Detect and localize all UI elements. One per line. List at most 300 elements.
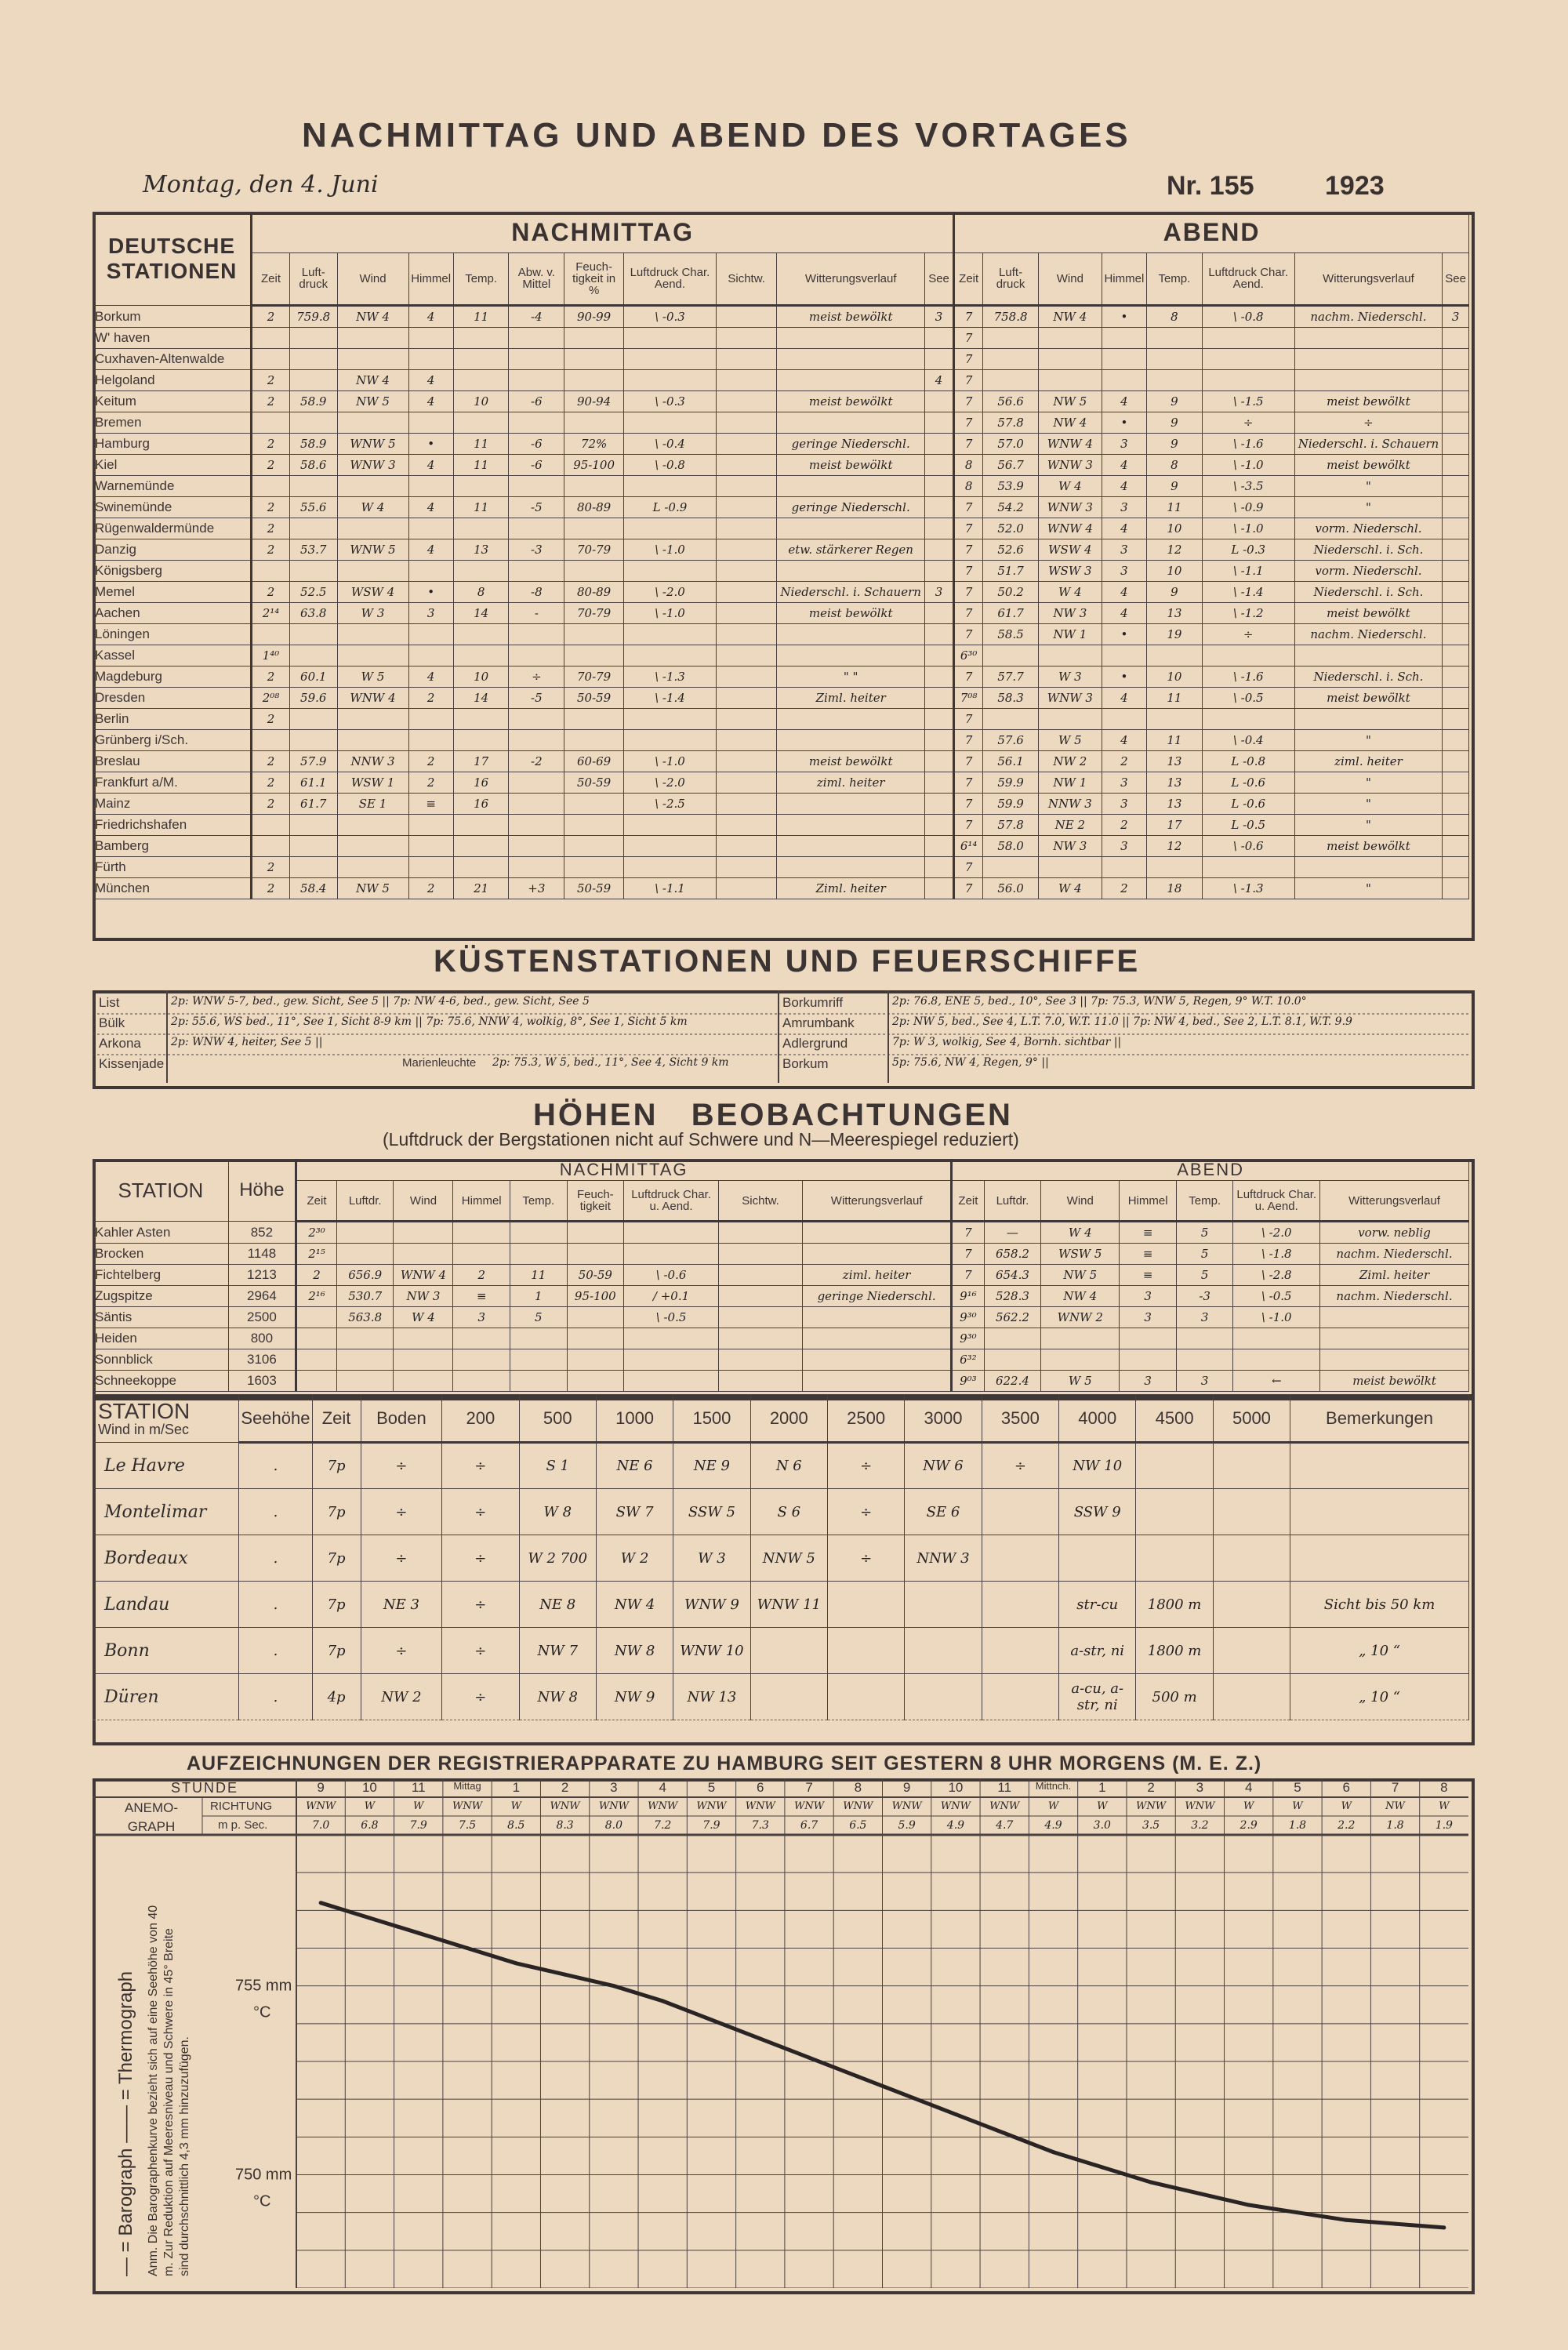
n-cell — [564, 857, 624, 878]
a-cell: 7 — [952, 1265, 984, 1286]
n-cell — [408, 624, 453, 645]
date-line: Montag, den 4. Juni — [143, 171, 379, 198]
n-cell — [337, 645, 408, 666]
n-cell — [719, 1349, 803, 1371]
n-cell: WSW 4 — [337, 582, 408, 603]
n-cell — [252, 349, 290, 370]
station-name: Aachen — [93, 603, 252, 624]
wind-cell: SSW 5 — [673, 1489, 750, 1535]
a-cell: W 4 — [1038, 878, 1102, 899]
a-cell: \ -2.8 — [1233, 1265, 1320, 1286]
speed-value: 7.2 — [654, 1819, 672, 1832]
wind-cell: NE 3 — [361, 1582, 442, 1628]
n-cell — [777, 794, 925, 815]
n-cell: ziml. heiter — [803, 1265, 952, 1286]
a-cell: 9⁰³ — [952, 1371, 984, 1392]
page-title: NACHMITTAG UND ABEND DES VORTAGES — [302, 116, 1131, 154]
a-cell — [1443, 434, 1469, 455]
wind-cell — [905, 1582, 982, 1628]
a-cell — [1294, 709, 1443, 730]
station-hoehe: 2500 — [228, 1307, 296, 1328]
wind-col-header: 3500 — [982, 1395, 1058, 1443]
n-cell — [509, 857, 564, 878]
a-cell: 4 — [1102, 455, 1146, 476]
hour-label: 6 — [1342, 1780, 1350, 1795]
n-cell — [564, 328, 624, 349]
a-cell: 11 — [1147, 688, 1203, 709]
n-cell: 58.9 — [289, 391, 337, 412]
table-row — [93, 666, 1469, 688]
hour-label: 4 — [659, 1780, 666, 1795]
wind-cell: „ 10 “ — [1290, 1628, 1469, 1674]
station-name: Kahler Asten — [93, 1222, 229, 1244]
direction-value: WNW — [989, 1800, 1020, 1812]
n-cell: 1⁴⁰ — [252, 645, 290, 666]
marien-text: 2p: 75.3, W 5, bed., 11°, See 4, Sicht 9 km — [492, 1056, 729, 1069]
hoehen-a-header: Zeit — [952, 1181, 984, 1222]
a-cell: meist bewölkt — [1294, 603, 1443, 624]
a-cell: \ -0.4 — [1202, 730, 1294, 751]
wind-cell: ÷ — [442, 1674, 519, 1720]
a-cell: 8 — [954, 455, 983, 476]
n-cell — [252, 412, 290, 434]
n-cell: 50-59 — [567, 1265, 624, 1286]
kuesten-grid — [93, 990, 1468, 1083]
hoehen-hoehe-header: Höhe — [228, 1160, 296, 1222]
a-cell: 19 — [1147, 624, 1203, 645]
direction-value: WNW — [940, 1800, 971, 1812]
hour-label: 9 — [902, 1780, 911, 1795]
n-cell — [624, 730, 717, 751]
station-name: W' haven — [93, 328, 252, 349]
table-row — [93, 539, 1469, 561]
a-cell: 7 — [954, 751, 983, 772]
a-cell: 7 — [954, 391, 983, 412]
n-cell: meist bewölkt — [777, 455, 925, 476]
wind-cell: 1800 m — [1136, 1582, 1213, 1628]
a-cell — [1102, 645, 1146, 666]
n-cell: Ziml. heiter — [777, 688, 925, 709]
a-cell: Niederschl. i. Sch. — [1294, 582, 1443, 603]
n-cell — [624, 328, 717, 349]
n-col-header: Feuch-tigkeit in % — [564, 252, 624, 305]
a-cell: 52.6 — [983, 539, 1039, 561]
speed-value: 2.9 — [1240, 1819, 1258, 1832]
n-cell: 63.8 — [289, 603, 337, 624]
a-cell: meist bewölkt — [1294, 688, 1443, 709]
a-cell: 9¹⁶ — [952, 1286, 984, 1307]
hour-label: 4 — [1244, 1780, 1253, 1795]
a-cell: 7 — [954, 666, 983, 688]
direction-value: WNW — [793, 1800, 825, 1812]
barograph-point — [1393, 2222, 1397, 2226]
n-cell — [924, 455, 953, 476]
a-cell: " — [1294, 476, 1443, 497]
a-cell: " — [1294, 794, 1443, 815]
a-cell — [1147, 349, 1203, 370]
a-cell: NW 2 — [1038, 751, 1102, 772]
speed-value: 7.0 — [312, 1819, 330, 1832]
n-cell: 4 — [408, 539, 453, 561]
a-cell: \ -1.6 — [1202, 666, 1294, 688]
wind-cell: W 3 — [673, 1535, 750, 1582]
hoehen-a-header: Himmel — [1120, 1181, 1177, 1222]
a-cell: ÷ — [1202, 412, 1294, 434]
n-cell — [408, 857, 453, 878]
a-cell: 658.2 — [984, 1244, 1041, 1265]
n-cell: NW 5 — [337, 878, 408, 899]
a-cell — [1443, 582, 1469, 603]
n-cell — [924, 772, 953, 794]
wind-col-header: Bemerkungen — [1290, 1395, 1469, 1443]
a-cell: 56.0 — [983, 878, 1039, 899]
a-cell: 3 — [1102, 497, 1146, 518]
a-cell: 4 — [1102, 476, 1146, 497]
a-cell: 53.9 — [983, 476, 1039, 497]
a-cell: 7 — [954, 730, 983, 751]
a-cell — [1443, 391, 1469, 412]
hour-label: 6 — [757, 1780, 764, 1795]
wind-cell: ÷ — [361, 1443, 442, 1489]
n-cell — [453, 370, 509, 391]
n-cell — [624, 857, 717, 878]
n-cell: \ -0.6 — [624, 1265, 719, 1286]
n-cell: L -0.9 — [624, 497, 717, 518]
speed-value: 8.5 — [507, 1819, 525, 1832]
n-cell: -5 — [509, 497, 564, 518]
wind-col-header: 5000 — [1213, 1395, 1290, 1443]
n-cell: 8 — [453, 582, 509, 603]
a-cell: • — [1102, 666, 1146, 688]
a-cell — [1294, 349, 1443, 370]
n-cell — [719, 1371, 803, 1392]
hour-label: Mittnch. — [1035, 1780, 1072, 1792]
n-cell — [716, 306, 776, 328]
wind-cell — [827, 1628, 904, 1674]
a-cell — [1120, 1328, 1177, 1349]
a-cell: 7 — [954, 582, 983, 603]
n-cell: geringe Niederschl. — [777, 434, 925, 455]
direction-value: WNW — [648, 1800, 678, 1812]
n-cell: \ -2.0 — [624, 772, 717, 794]
n-cell — [567, 1371, 624, 1392]
kuesten-station: Kissenjade — [99, 1056, 165, 1071]
a-cell: 58.5 — [983, 624, 1039, 645]
a-cell — [1443, 455, 1469, 476]
n-cell: 2 — [408, 772, 453, 794]
barograph-point — [368, 1916, 372, 1920]
n-cell — [924, 730, 953, 751]
wind-cell: S 6 — [750, 1489, 827, 1535]
n-cell — [716, 349, 776, 370]
a-cell — [983, 370, 1039, 391]
n-cell: 95-100 — [567, 1286, 624, 1307]
a-cell: WNW 3 — [1038, 497, 1102, 518]
wind-cell — [1059, 1535, 1136, 1582]
hoehen-n-header: Zeit — [296, 1181, 337, 1222]
a-cell: 528.3 — [984, 1286, 1041, 1307]
a-cell — [1443, 624, 1469, 645]
n-cell — [924, 645, 953, 666]
table-row — [93, 1244, 1469, 1265]
hour-label: 8 — [1440, 1780, 1448, 1795]
direction-value: W — [1292, 1800, 1303, 1812]
speed-value: 6.7 — [800, 1819, 818, 1832]
n-cell — [453, 645, 509, 666]
n-cell: 1 — [510, 1286, 568, 1307]
n-cell — [716, 666, 776, 688]
a-cell: Niederschl. i. Sch. — [1294, 539, 1443, 561]
table-row — [93, 730, 1469, 751]
a-cell — [1038, 645, 1102, 666]
speed-value: 4.9 — [1044, 1819, 1062, 1832]
station-name: Friedrichshafen — [93, 815, 252, 836]
n-cell — [624, 1328, 719, 1349]
a-col-header: Luft-druck — [983, 252, 1039, 305]
wind-col-header: 2000 — [750, 1395, 827, 1443]
hour-label: 3 — [1196, 1780, 1204, 1795]
n-cell — [803, 1349, 952, 1371]
n-cell: 2 — [252, 306, 290, 328]
n-cell — [564, 349, 624, 370]
n-cell — [453, 1328, 510, 1349]
a-cell — [983, 709, 1039, 730]
kuesten-text: 2p: WNW 4, heiter, See 5 || — [171, 1036, 323, 1048]
n-cell — [924, 497, 953, 518]
station-name: Königsberg — [93, 561, 252, 582]
hour-label: 1 — [512, 1780, 521, 1795]
a-cell: L -0.8 — [1202, 751, 1294, 772]
n-cell — [252, 815, 290, 836]
n-cell: 2 — [252, 434, 290, 455]
n-cell: WSW 1 — [337, 772, 408, 794]
n-cell — [408, 349, 453, 370]
n-cell: \ -1.0 — [624, 603, 717, 624]
station-name: Bonn — [93, 1628, 239, 1674]
wind-col-header: 1500 — [673, 1395, 750, 1443]
n-cell — [408, 561, 453, 582]
n-cell — [337, 836, 408, 857]
n-cell: 16 — [453, 794, 509, 815]
n-cell — [394, 1328, 453, 1349]
hour-label: 11 — [411, 1780, 426, 1795]
table-row — [93, 603, 1469, 624]
table-row — [93, 328, 1469, 349]
station-name: Bamberg — [93, 836, 252, 857]
wind-col-header: 1000 — [596, 1395, 673, 1443]
a-cell: • — [1102, 412, 1146, 434]
n-cell: \ -1.0 — [624, 751, 717, 772]
barograph-point — [1051, 2150, 1055, 2154]
direction-value: WNW — [306, 1800, 336, 1812]
station-name: Fürth — [93, 857, 252, 878]
a-cell: 4 — [1102, 582, 1146, 603]
n-cell: geringe Niederschl. — [803, 1286, 952, 1307]
wind-col-header: 500 — [519, 1395, 596, 1443]
barograph-point — [661, 1999, 665, 2003]
n-cell — [509, 645, 564, 666]
a-cell: WNW 4 — [1038, 518, 1102, 539]
n-cell: -4 — [509, 306, 564, 328]
side-note-line: sind durchschnittlich 4,3 mm hinzuzufügen. — [178, 2036, 191, 2276]
a-cell: WNW 4 — [1038, 434, 1102, 455]
hour-label: 10 — [361, 1780, 377, 1795]
a-cell — [1443, 476, 1469, 497]
n-cell: WNW 5 — [337, 434, 408, 455]
station-name: Magdeburg — [93, 666, 252, 688]
a-cell: " — [1294, 497, 1443, 518]
n-cell — [289, 730, 337, 751]
n-cell — [716, 476, 776, 497]
richtung-label: RICHTUNG — [210, 1800, 273, 1813]
n-cell — [624, 349, 717, 370]
n-cell — [624, 370, 717, 391]
a-cell: 3 — [1102, 794, 1146, 815]
station-hoehe: 852 — [228, 1222, 296, 1244]
barograph-point — [1442, 2225, 1446, 2229]
n-cell — [564, 518, 624, 539]
a-cell — [1102, 709, 1146, 730]
n-cell — [716, 497, 776, 518]
a-cell — [984, 1349, 1041, 1371]
a-cell: L -0.6 — [1202, 772, 1294, 794]
table-row — [93, 1307, 1469, 1328]
a-cell: 61.7 — [983, 603, 1039, 624]
wind-cell — [905, 1674, 982, 1720]
kuesten-station: Borkum — [782, 1056, 829, 1071]
wind-unit-label: Wind in m/Sec — [98, 1422, 190, 1437]
n-cell — [252, 836, 290, 857]
wind-cell — [827, 1674, 904, 1720]
a-cell: nachm. Niederschl. — [1320, 1286, 1469, 1307]
n-cell — [624, 476, 717, 497]
n-cell: 70-79 — [564, 603, 624, 624]
a-cell: WNW 2 — [1041, 1307, 1120, 1328]
a-cell — [1102, 328, 1146, 349]
n-cell: 563.8 — [336, 1307, 394, 1328]
station-name: Danzig — [93, 539, 252, 561]
n-col-header: Abw. v. Mittel — [509, 252, 564, 305]
a-cell: 9³⁰ — [952, 1328, 984, 1349]
kuesten-text: 2p: 55.6, WS bed., 11°, See 1, Sicht 8-9 km || 7p: 75.6, NNW 4, wolkig, 8°, See 1, Sicht 5 km — [171, 1015, 688, 1028]
degc-label-2: °C — [253, 2192, 271, 2210]
a-cell — [1202, 857, 1294, 878]
n-cell — [924, 836, 953, 857]
table-row — [93, 772, 1469, 794]
barograph-point — [1247, 2203, 1250, 2207]
wind-station-header — [93, 1395, 239, 1443]
hour-label: 5 — [707, 1780, 716, 1795]
a-cell: 7 — [954, 434, 983, 455]
wind-cell: W 8 — [519, 1489, 596, 1535]
table-row — [93, 836, 1469, 857]
a-cell — [1176, 1328, 1233, 1349]
n-cell — [624, 1222, 719, 1244]
a-cell — [1038, 370, 1102, 391]
n-cell — [408, 518, 453, 539]
barograph-point — [1100, 2165, 1104, 2169]
n-cell: • — [408, 434, 453, 455]
n-cell — [924, 666, 953, 688]
a-cell: 11 — [1147, 497, 1203, 518]
wind-col-header: 4500 — [1136, 1395, 1213, 1443]
n-cell — [716, 624, 776, 645]
n-cell — [252, 561, 290, 582]
hoehen-grid — [93, 1159, 1469, 1392]
wind-col-header: 4000 — [1059, 1395, 1136, 1443]
table-row — [93, 476, 1469, 497]
a-cell: 18 — [1147, 878, 1203, 899]
wind-cell: WNW 10 — [673, 1628, 750, 1674]
table-row — [93, 1674, 1469, 1720]
n-cell — [924, 603, 953, 624]
a-cell: \ -1.0 — [1202, 518, 1294, 539]
a-cell: 3 — [1102, 561, 1146, 582]
wind-cell — [982, 1489, 1058, 1535]
wind-cell — [1290, 1535, 1469, 1582]
n-cell — [408, 328, 453, 349]
n-cell — [453, 1244, 510, 1265]
a-cell: NW 4 — [1038, 412, 1102, 434]
wind-cell — [1290, 1489, 1469, 1535]
n-cell — [567, 1244, 624, 1265]
barograph-point — [1198, 2192, 1202, 2196]
station-name: Rügenwaldermünde — [93, 518, 252, 539]
hoehen-station-header: STATION — [93, 1160, 229, 1222]
a-cell: NW 3 — [1038, 836, 1102, 857]
n-cell: W 5 — [337, 666, 408, 688]
n-cell — [924, 709, 953, 730]
a-cell: ≡ — [1120, 1244, 1177, 1265]
hoehen-subtitle: (Luftdruck der Bergstationen nicht auf Schwere und N—Meerespiegel reduziert) — [383, 1129, 1019, 1150]
n-cell — [510, 1244, 568, 1265]
barograph-point — [710, 2018, 713, 2022]
a-cell: 57.7 — [983, 666, 1039, 688]
table-row — [93, 455, 1469, 476]
n-cell: 2³⁰ — [296, 1222, 337, 1244]
a-cell — [983, 645, 1039, 666]
barograph-point — [563, 1973, 567, 1977]
n-cell: 17 — [453, 751, 509, 772]
a-cell: NNW 3 — [1038, 794, 1102, 815]
n-cell: W 3 — [337, 603, 408, 624]
n-cell — [924, 328, 953, 349]
wind-cell: ÷ — [982, 1443, 1058, 1489]
speed-value: 8.3 — [556, 1819, 574, 1832]
direction-value: WNW — [598, 1800, 629, 1812]
a-cell: 4 — [1102, 603, 1146, 624]
wind-cell — [1213, 1443, 1290, 1489]
hoehen-n-header: Feuch-tigkeit — [567, 1181, 624, 1222]
n-cell — [509, 794, 564, 815]
n-cell: 2 — [408, 688, 453, 709]
n-cell — [564, 476, 624, 497]
a-cell: \ -0.9 — [1202, 497, 1294, 518]
a-cell — [1233, 1349, 1320, 1371]
a-cell: 7 — [954, 328, 983, 349]
n-cell — [509, 328, 564, 349]
a-cell: \ -2.0 — [1233, 1222, 1320, 1244]
a-cell — [1202, 349, 1294, 370]
wind-cell: NE 9 — [673, 1443, 750, 1489]
wind-cell — [905, 1628, 982, 1674]
a-cell: NW 3 — [1038, 603, 1102, 624]
a-cell — [1443, 751, 1469, 772]
direction-value: W — [1047, 1800, 1059, 1812]
wind-cell: NW 10 — [1059, 1443, 1136, 1489]
n-cell — [337, 518, 408, 539]
table-row — [93, 582, 1469, 603]
